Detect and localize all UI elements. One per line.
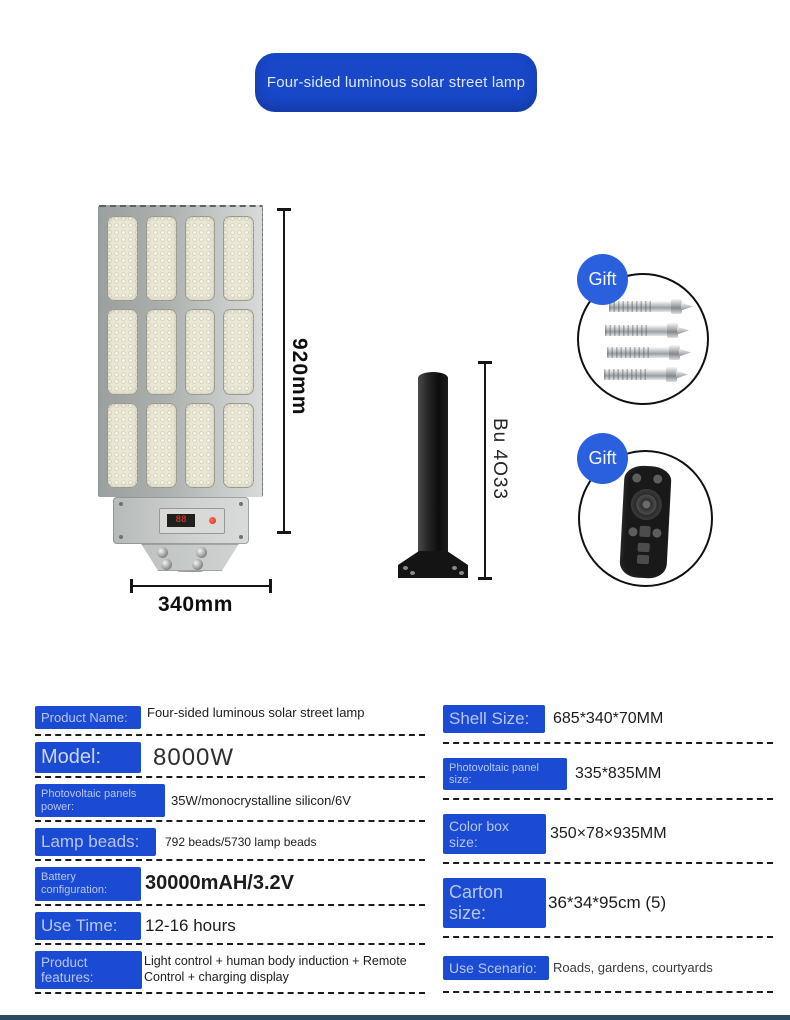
remote-button-icon [639,526,651,538]
spec-label: Photovoltaic panels power: [35,784,165,817]
gift-badge [577,254,628,305]
spec-row-product-name [35,703,425,731]
spec-value: Roads, gardens, courtyards [553,960,713,975]
led-panel [146,216,177,301]
remote-control [619,465,672,579]
spec-value: 36*34*95cm (5) [548,893,667,912]
base-hole-icon [410,571,415,575]
spec-label: Use Scenario: [443,956,549,980]
gift-badge-label: Gift [588,448,617,468]
spec-value: Light control + human body induction + Remote Control + charging display [144,953,407,984]
bolt-collar [671,299,682,314]
gift-badge [577,433,628,484]
spec-label: Lamp beads: [35,828,156,856]
spec-label: Battery configuration: [35,867,141,900]
spec-value: 792 beads/5730 lamp beads [165,835,317,850]
remote-button-icon [632,473,641,482]
charging-display [159,508,225,534]
dashed-divider [443,742,773,744]
lamp-image [98,205,263,497]
dashed-divider [443,862,773,864]
lamp-height-label: 920mm [288,338,311,416]
dashed-divider [35,859,425,861]
dashed-divider [443,798,773,800]
spec-column-left [35,703,425,1000]
lamp-control-box [113,497,249,544]
spec-value: 30000mAH/3.2V [145,872,294,895]
screw-icon [239,502,243,506]
spec-value: 335*835MM [575,765,662,782]
spec-label: Carton size: [443,878,546,928]
screw-icon [239,535,243,539]
spec-row-use-time [35,912,425,940]
pole-image [418,372,448,554]
spec-value: 350×78×935MM [550,825,667,842]
anchor-bolt-icon [609,299,693,314]
led-panel [185,309,216,394]
spec-value: Four-sided luminous solar street lamp [147,705,365,720]
remote-button-icon [653,474,662,483]
led-panel [107,403,138,488]
spec-label: Photovoltaic panel size: [443,758,567,790]
screw-icon [119,535,123,539]
anchor-bolt-icon [607,345,691,360]
bolt-shaft [605,325,673,336]
bolt-tip [681,303,693,311]
remote-button-icon [637,543,649,553]
product-title: Four-sided luminous solar street lamp [266,74,526,91]
spec-label: Product Name: [35,706,141,729]
pole-dimension-label: Bu 4O33 [489,418,510,500]
spec-row-model [35,742,425,773]
led-panel [185,403,216,488]
bolt-collar [669,345,680,360]
spec-row-pv-size [443,758,773,790]
display-digits: 88 [167,514,195,527]
spec-value: 35W/monocrystalline silicon/6V [171,793,351,809]
bolt-icon [161,559,172,570]
width-dimension-line [130,585,272,587]
remote-dial-icon [630,488,663,521]
pole-base [398,551,468,578]
dashed-divider [35,992,425,994]
anchor-bolt-icon [605,323,689,338]
bolt-tip [679,349,691,357]
dashed-divider [443,991,773,993]
dashed-divider [35,820,425,822]
spec-value: 8000W [153,743,235,771]
remote-button-icon [637,555,649,565]
spec-row-use-scenario [443,952,773,983]
spec-value: 685*340*70MM [553,709,664,727]
base-hole-icon [452,566,457,570]
spec-row-battery [35,867,425,900]
bolt-icon [157,547,168,558]
remote-button-icon [628,527,637,536]
spec-value: 12-16 hours [145,915,236,935]
spec-row-carton-size [443,878,773,928]
bolt-collar [666,367,677,382]
anchor-bolt-icon [604,367,688,382]
base-hole-icon [459,571,464,575]
screw-icon [119,502,123,506]
bolt-collar [667,323,678,338]
spec-row-shell-size [443,703,773,734]
led-panel [223,309,254,394]
bolt-shaft [609,301,677,312]
lamp-bracket [137,544,243,571]
spec-label: Color box size: [443,814,546,854]
spec-row-color-box [443,814,773,854]
spec-label: Shell Size: [443,705,545,733]
bolt-shaft [607,347,675,358]
led-panel [107,216,138,301]
bolt-tip [677,327,689,335]
spec-label: Product features: [35,951,142,989]
lamp-width-label: 340mm [158,593,233,616]
base-hole-icon [403,566,408,570]
dashed-divider [35,904,425,906]
spec-row-lamp-beads [35,828,425,856]
led-panel [223,403,254,488]
pole-dimension-line [484,361,486,580]
led-panel [146,403,177,488]
spec-label: Model: [35,742,141,773]
height-dimension-line [283,208,285,534]
remote-button-icon [652,528,661,537]
led-panel [223,216,254,301]
spec-row-features [35,951,425,989]
spec-column-right [443,703,773,1007]
bolt-tip [676,371,688,379]
product-title-banner [255,53,537,112]
spec-row-pv-power [35,784,425,817]
dashed-divider [35,776,425,778]
led-panel [185,216,216,301]
bolt-shaft [604,369,672,380]
led-panel [107,309,138,394]
dashed-divider [35,943,425,945]
gift-badge-label: Gift [588,269,617,289]
spec-label: Use Time: [35,912,141,940]
bolt-icon [196,547,207,558]
led-panel [146,309,177,394]
bolt-icon [192,559,203,570]
indicator-dot-icon [209,517,216,524]
dashed-divider [35,734,425,736]
dashed-divider [443,936,773,938]
footer-bar [0,1015,790,1020]
